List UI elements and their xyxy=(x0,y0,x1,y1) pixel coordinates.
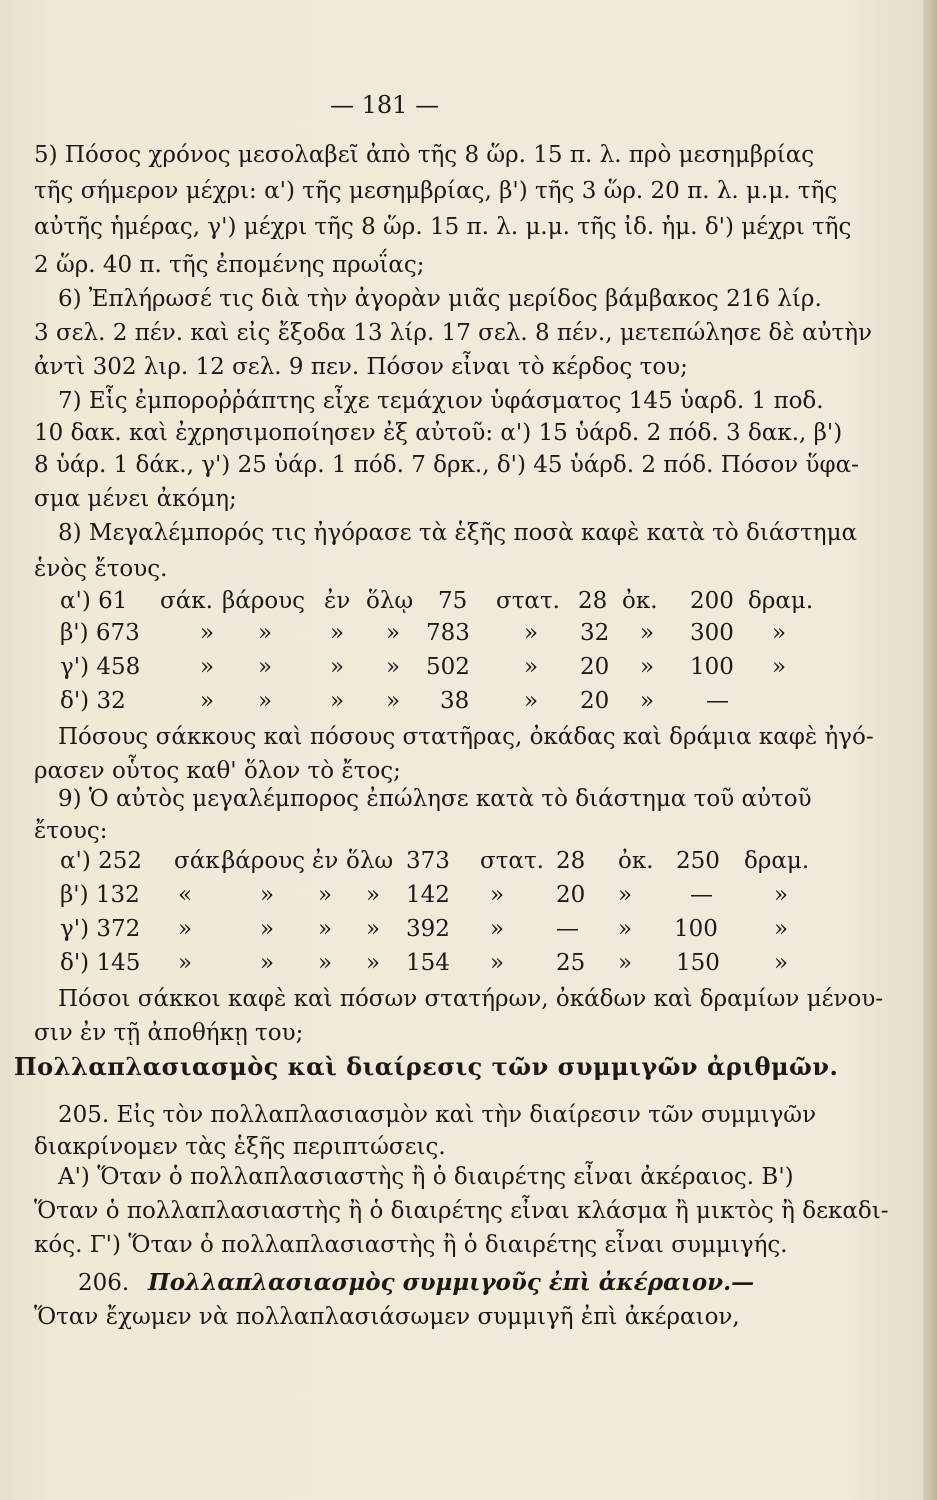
problem5-line-4: 2 ὥρ. 40 π. τῆς ἐπομένης πρωΐας; xyxy=(34,252,425,278)
table8-cell: 200 xyxy=(690,588,734,614)
table8-cell: σάκ. xyxy=(160,588,213,614)
table9-cell: » xyxy=(490,916,505,942)
para206-title: Πολλαπλασιασμὸς συμμιγοῦς ἐπὶ ἀκέραιον.— xyxy=(148,1269,755,1296)
table9-cell: » xyxy=(366,916,381,942)
table9-cell: » xyxy=(490,882,505,908)
problem9-line-2: ἔτους: xyxy=(34,818,108,844)
problem6-line-2: 3 σελ. 2 πέν. καὶ εἰς ἔξοδα 13 λίρ. 17 σελ. 8 πέν., μετεπώλησε δὲ αὐτὴν xyxy=(34,320,873,346)
table9-cell: ὅλω xyxy=(346,848,394,874)
table8-cell: » xyxy=(330,688,345,714)
problem7-line-1: 7) Εἷς ἐμποροῤῥάπτης εἶχε τεμάχιον ὑφάσματος 145 ὑαρδ. 1 ποδ. xyxy=(58,388,824,414)
table9-cell: » xyxy=(774,950,789,976)
table8-cell: 502 xyxy=(426,654,470,680)
problem8-question-line-1: Πόσους σάκκους καὶ πόσους στατῆρας, ὀκάδας καὶ δράμια καφὲ ἠγό- xyxy=(58,724,874,750)
table9-cell: » xyxy=(366,882,381,908)
table8-cell: » xyxy=(330,654,345,680)
table9-cell: στατ. xyxy=(480,848,544,874)
para205-line-2: διακρίνομεν τὰς ἑξῆς περιπτώσεις. xyxy=(34,1134,446,1160)
table9-cell: 150 xyxy=(676,950,720,976)
table9-cell: — xyxy=(690,882,713,908)
page-edge xyxy=(923,0,937,1500)
table8-cell: 100 xyxy=(690,654,734,680)
problem9-question-line-1: Πόσοι σάκκοι καφὲ καὶ πόσων στατήρων, ὀκάδων καὶ δραμίων μένου- xyxy=(58,986,884,1012)
problem6-line-3: ἀντὶ 302 λιρ. 12 σελ. 9 πεν. Πόσον εἶναι τὸ κέρδος του; xyxy=(34,354,688,380)
table8-cell: » xyxy=(200,654,215,680)
table9-cell: α') 252 xyxy=(60,848,143,874)
table8-cell: » xyxy=(640,620,655,646)
para205-line-1: 205. Εἰς τὸν πολλαπλασιασμὸν καὶ τὴν διαίρεσιν τῶν συμμιγῶν xyxy=(58,1102,817,1128)
table9-cell: γ') 372 xyxy=(60,916,141,942)
problem8-line-1: 8) Μεγαλέμπορός τις ἠγόρασε τὰ ἑξῆς ποσὰ καφὲ κατὰ τὸ διάστημα xyxy=(58,520,858,546)
table8-cell: β') 673 xyxy=(60,620,140,646)
problem8-question-line-2: ρασεν οὗτος καθ' ὅλον τὸ ἔτος; xyxy=(34,758,401,784)
problem7-line-4: σμα μένει ἀκόμη; xyxy=(34,486,237,512)
table9-cell: » xyxy=(178,950,193,976)
table8-cell: γ') 458 xyxy=(60,654,141,680)
para205-line-5: κός. Γ') Ὅταν ὁ πολλαπλασιαστὴς ἢ ὁ διαιρέτης εἶναι συμμιγής. xyxy=(34,1232,788,1258)
table9-cell: ὀκ. xyxy=(618,848,654,874)
table9-cell: 373 xyxy=(406,848,450,874)
table9-cell: » xyxy=(260,916,275,942)
table9-cell: » xyxy=(618,950,633,976)
table9-cell: » xyxy=(260,950,275,976)
table8-cell: — xyxy=(706,688,729,714)
table9-cell: 142 xyxy=(406,882,450,908)
table9-cell: » xyxy=(318,882,333,908)
table8-cell: 300 xyxy=(690,620,734,646)
table8-cell: » xyxy=(640,654,655,680)
table8-cell: » xyxy=(200,688,215,714)
table8-cell: » xyxy=(524,688,539,714)
table8-cell: ὅλῳ xyxy=(366,588,414,614)
table8-cell: 783 xyxy=(426,620,470,646)
table8-cell: 32 xyxy=(580,620,610,646)
table8-cell: δραμ. xyxy=(748,588,814,614)
table8-cell: βάρους xyxy=(222,588,306,614)
table8-cell: » xyxy=(772,654,787,680)
table9-cell: δραμ. xyxy=(744,848,810,874)
table8-cell: » xyxy=(258,620,273,646)
table9-cell: 28 xyxy=(556,848,586,874)
para206-number: 206. xyxy=(78,1270,130,1296)
table8-cell: » xyxy=(386,620,401,646)
para205-line-3: Α') Ὅταν ὁ πολλαπλασιαστὴς ἢ ὁ διαιρέτης εἶναι ἀκέραιος. Β') xyxy=(58,1164,794,1190)
table9-cell: σάκ. xyxy=(174,848,227,874)
table9-cell: » xyxy=(774,882,789,908)
table8-cell: » xyxy=(386,654,401,680)
problem9-question-line-2: σιν ἐν τῇ ἀποθήκῃ του; xyxy=(34,1020,304,1046)
table9-cell: 392 xyxy=(406,916,450,942)
section-heading: Πολλαπλασιασμὸς καὶ διαίρεσις τῶν συμμιγῶν ἀριθμῶν. xyxy=(14,1052,839,1081)
table8-cell: » xyxy=(258,654,273,680)
problem8-line-2: ἑνὸς ἔτους. xyxy=(34,556,168,582)
table9-cell: » xyxy=(178,916,193,942)
table9-cell: 100 xyxy=(674,916,718,942)
table9-cell: 250 xyxy=(676,848,720,874)
table8-cell: » xyxy=(386,688,401,714)
table8-cell: 20 xyxy=(580,654,610,680)
table8-cell: 38 xyxy=(440,688,470,714)
table9-cell: δ') 145 xyxy=(60,950,141,976)
table8-cell: στατ. xyxy=(496,588,560,614)
table8-cell: » xyxy=(524,654,539,680)
table9-cell: » xyxy=(366,950,381,976)
table8-cell: » xyxy=(200,620,215,646)
table9-cell: » xyxy=(774,916,789,942)
table9-cell: » xyxy=(490,950,505,976)
table8-cell: » xyxy=(258,688,273,714)
table9-cell: » xyxy=(618,882,633,908)
table8-cell: » xyxy=(330,620,345,646)
para205-line-4: Ὅταν ὁ πολλαπλασιαστὴς ἢ ὁ διαιρέτης εἶναι κλάσμα ἢ μικτὸς ἢ δεκαδι- xyxy=(34,1198,889,1224)
problem5-line-1: 5) Πόσος χρόνος μεσολαβεῖ ἀπὸ τῆς 8 ὥρ. 15 π. λ. πρὸ μεσημβρίας xyxy=(34,142,815,168)
page-number: — 181 — xyxy=(330,91,440,119)
table9-cell: » xyxy=(260,882,275,908)
para206-text: Ὅταν ἔχωμεν νὰ πολλαπλασιάσωμεν συμμιγῆ ἐπὶ ἀκέραιον, xyxy=(34,1304,740,1330)
table8-cell: ὀκ. xyxy=(622,588,658,614)
table9-cell: — xyxy=(556,916,579,942)
problem5-line-3: αὐτῆς ἡμέρας, γ') μέχρι τῆς 8 ὥρ. 15 π. λ. μ.μ. τῆς ἰδ. ἡμ. δ') μέχρι τῆς xyxy=(34,214,852,240)
table8-cell: δ') 32 xyxy=(60,688,126,714)
problem6-line-1: 6) Ἐπλήρωσέ τις διὰ τὴν ἀγορὰν μιᾶς μερίδος βάμβακος 216 λίρ. xyxy=(58,286,822,312)
table8-cell: α') 61 xyxy=(60,588,128,614)
table8-cell: 28 xyxy=(578,588,608,614)
table9-cell: 25 xyxy=(556,950,586,976)
table8-cell: » xyxy=(772,620,787,646)
table8-cell: ἐν xyxy=(324,588,351,614)
table9-cell: » xyxy=(318,916,333,942)
table8-cell: 75 xyxy=(438,588,468,614)
table8-cell: » xyxy=(640,688,655,714)
table9-cell: β') 132 xyxy=(60,882,140,908)
table8-cell: 20 xyxy=(580,688,610,714)
table9-cell: » xyxy=(618,916,633,942)
table9-cell: « xyxy=(178,882,193,908)
table9-cell: βάρους xyxy=(222,848,306,874)
table9-cell: ἐν xyxy=(312,848,339,874)
problem7-line-2: 10 δακ. καὶ ἐχρησιμοποίησεν ἐξ αὐτοῦ: α') 15 ὑάρδ. 2 πόδ. 3 δακ., β') xyxy=(34,420,843,446)
table8-cell: » xyxy=(524,620,539,646)
table9-cell: » xyxy=(318,950,333,976)
problem9-line-1: 9) Ὁ αὐτὸς μεγαλέμπορος ἐπώλησε κατὰ τὸ διάστημα τοῦ αὐτοῦ xyxy=(58,786,812,812)
problem7-line-3: 8 ὑάρ. 1 δάκ., γ') 25 ὑάρ. 1 πόδ. 7 δρκ., δ') 45 ὑάρδ. 2 πόδ. Πόσον ὕφα- xyxy=(34,452,859,478)
table9-cell: 154 xyxy=(406,950,450,976)
problem5-line-2: τῆς σήμερον μέχρι: α') τῆς μεσημβρίας, β') τῆς 3 ὥρ. 20 π. λ. μ.μ. τῆς xyxy=(34,178,838,204)
table9-cell: 20 xyxy=(556,882,586,908)
